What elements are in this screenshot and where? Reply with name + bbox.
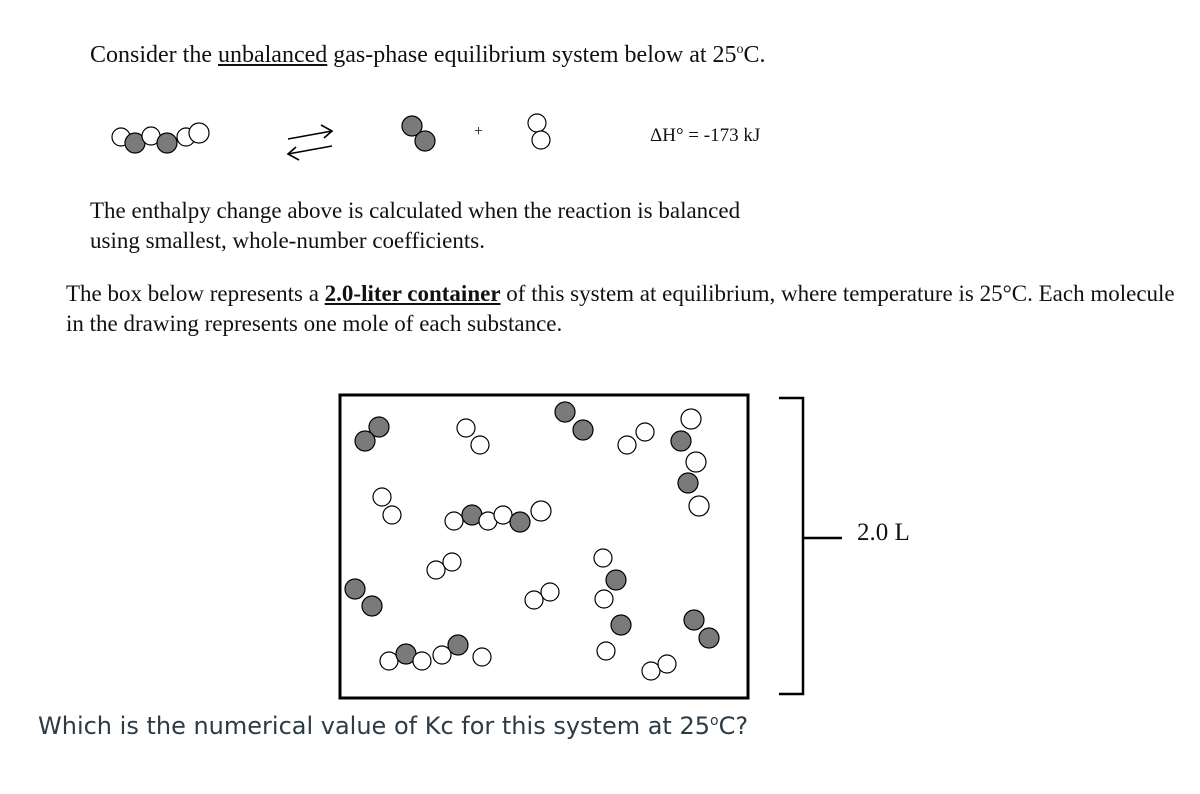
white-atom <box>686 452 706 472</box>
intro-unit: C. <box>743 42 766 68</box>
question-prefix: Which is the numerical value of Kc for this system at 25 <box>38 712 710 740</box>
gray-atom <box>611 615 631 635</box>
gray-atom <box>678 473 698 493</box>
gray-atom <box>448 635 468 655</box>
white-atom <box>383 506 401 524</box>
gray-atom <box>415 131 435 151</box>
gray-atom <box>362 596 382 616</box>
white-pair-1 <box>457 419 489 454</box>
product-white-molecule <box>528 114 550 149</box>
gray-atom <box>345 579 365 599</box>
white-atom <box>541 583 559 601</box>
intro-prefix: Consider the <box>90 42 218 68</box>
molecules <box>112 114 719 680</box>
gray-atom <box>573 420 593 440</box>
chain-2 <box>445 501 551 532</box>
reaction-plus: + <box>474 123 484 140</box>
white-atom <box>443 553 461 571</box>
box-desc-suffix: of this system at equilibrium, where temperature is 25°C. Each molecule in the drawing represents one mole of each substance. <box>66 281 1175 336</box>
gray-atom <box>555 402 575 422</box>
white-atom <box>373 488 391 506</box>
white-atom <box>636 423 654 441</box>
white-atom <box>689 496 709 516</box>
white-atom <box>595 590 613 608</box>
enthalpy-note-line1: The enthalpy change above is calculated when the reaction is balanced <box>90 198 741 223</box>
volume-bracket <box>779 398 842 694</box>
white-atom <box>681 409 701 429</box>
white-atom <box>525 591 543 609</box>
gray-pair-1 <box>355 417 389 451</box>
white-atom <box>380 652 398 670</box>
white-atom <box>473 648 491 666</box>
question-unit: C? <box>718 712 749 740</box>
question-degree: o <box>710 713 719 729</box>
gray-atom <box>671 431 691 451</box>
white-pair-5 <box>525 583 559 609</box>
intro-suffix: gas-phase equilibrium system below at 25 <box>327 42 737 68</box>
intro-unbalanced: unbalanced <box>217 42 328 68</box>
white-pair-2 <box>618 423 654 454</box>
gray-atom <box>157 133 177 153</box>
box-desc-prefix: The box below represents a <box>66 281 325 306</box>
product-gray-molecule <box>402 116 435 151</box>
gray-pair-3 <box>345 579 382 616</box>
equilibrium-arrow-icon <box>288 125 332 160</box>
box-desc-bold: 2.0-liter container <box>324 281 501 306</box>
white-pair-3 <box>373 488 401 524</box>
gray-pair-2 <box>555 402 593 440</box>
gray-pair-4 <box>684 610 719 648</box>
white-atom <box>618 436 636 454</box>
white-atom <box>597 642 615 660</box>
intro-degree: o <box>736 42 744 57</box>
white-atom <box>642 662 660 680</box>
reactant-molecule <box>112 123 209 153</box>
white-atom <box>413 652 431 670</box>
white-atom <box>532 131 550 149</box>
white-atom <box>494 506 512 524</box>
white-atom <box>457 419 475 437</box>
white-atom <box>594 549 612 567</box>
white-atom <box>445 512 463 530</box>
gray-atom <box>699 628 719 648</box>
white-atom <box>531 501 551 521</box>
gray-atom <box>355 431 375 451</box>
gray-atom <box>684 610 704 630</box>
gray-atom <box>510 512 530 532</box>
white-pair-6 <box>642 655 676 680</box>
enthalpy-value: ΔH° = -173 kJ <box>650 125 761 146</box>
chain-3 <box>594 549 631 660</box>
chain-4 <box>380 635 491 670</box>
white-pair-4 <box>427 553 461 579</box>
enthalpy-note-line2: using smallest, whole-number coefficients. <box>90 228 485 253</box>
white-atom <box>528 114 546 132</box>
white-atom <box>427 561 445 579</box>
white-atom <box>658 655 676 673</box>
white-atom <box>471 436 489 454</box>
chain-1 <box>671 409 709 516</box>
gray-atom <box>606 570 626 590</box>
volume-label: 2.0 L <box>857 519 910 546</box>
white-atom <box>189 123 209 143</box>
